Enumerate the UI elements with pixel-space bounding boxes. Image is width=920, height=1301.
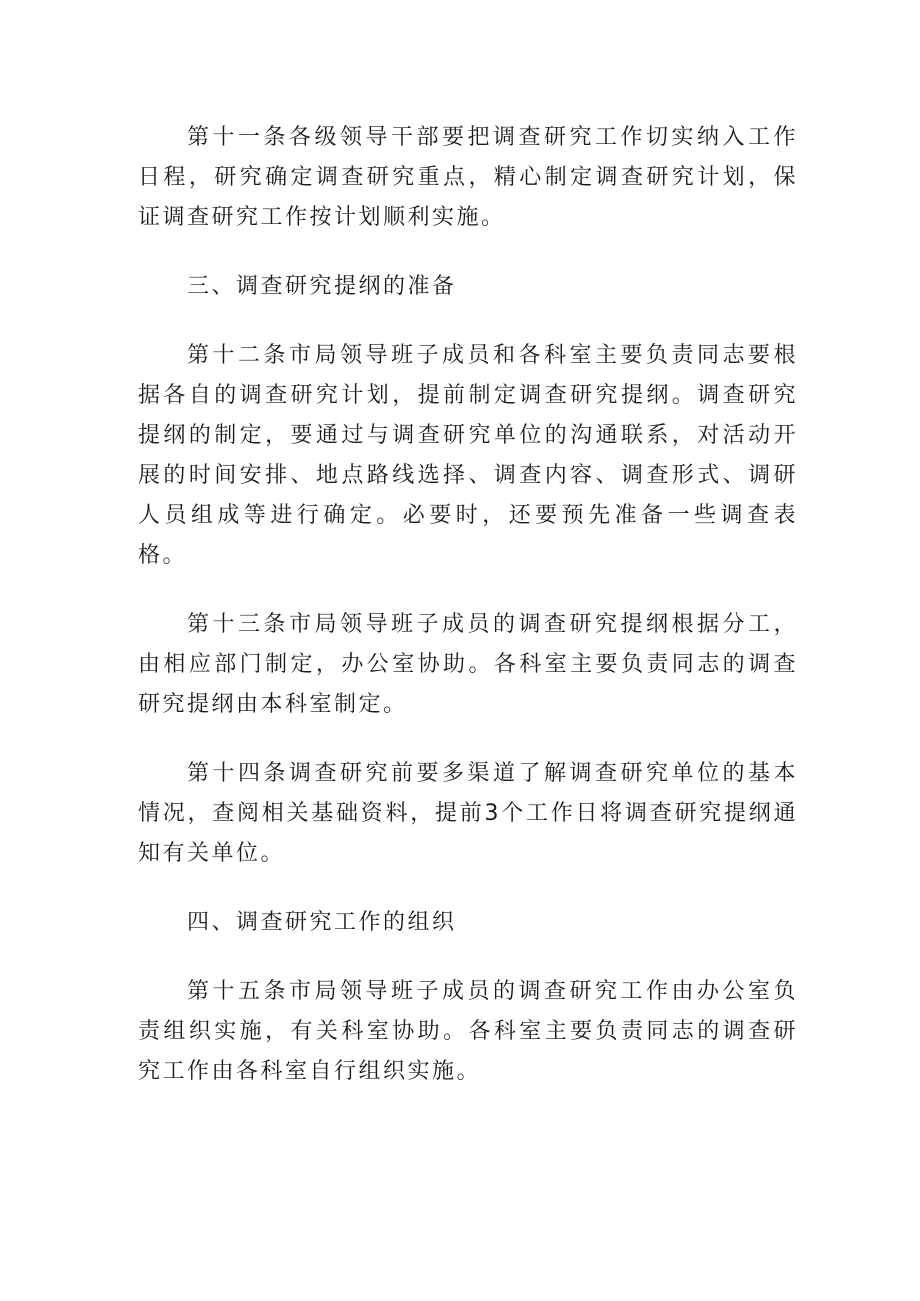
- article-12-paragraph: 第十二条市局领导班子成员和各科室主要负责同志要根据各自的调查研究计划，提前制定调查研究提纲。调查研究提纲的制定，要通过与调查研究单位的沟通联系，对活动开展的时间安排、地点路线选择、调查内容、调查形式、调研人员组成等进行确定。必要时，还要预先准备一些调查表格。: [138, 343, 798, 568]
- article-15-paragraph: 第十五条市局领导班子成员的调查研究工作由办公室负责组织实施，有关科室协助。各科室主要负责同志的调查研究工作由各科室自行组织实施。: [138, 979, 798, 1084]
- section-heading-4: 四、调查研究工作的组织: [187, 910, 457, 935]
- article-13-paragraph: 第十三条市局领导班子成员的调查研究提纲根据分工，由相应部门制定，办公室协助。各科室主要负责同志的调查研究提纲由本科室制定。: [138, 612, 798, 717]
- article-11-paragraph: 第十一条各级领导干部要把调查研究工作切实纳入工作日程，研究确定调查研究重点，精心制定调查研究计划，保证调查研究工作按计划顺利实施。: [138, 125, 798, 230]
- article-14-paragraph: 第十四条调查研究前要多渠道了解调查研究单位的基本情况，查阅相关基础资料，提前3个工作日将调查研究提纲通知有关单位。: [138, 761, 798, 866]
- section-heading-3: 三、调查研究提纲的准备: [187, 274, 457, 299]
- document-body: [138, 118, 798, 1121]
